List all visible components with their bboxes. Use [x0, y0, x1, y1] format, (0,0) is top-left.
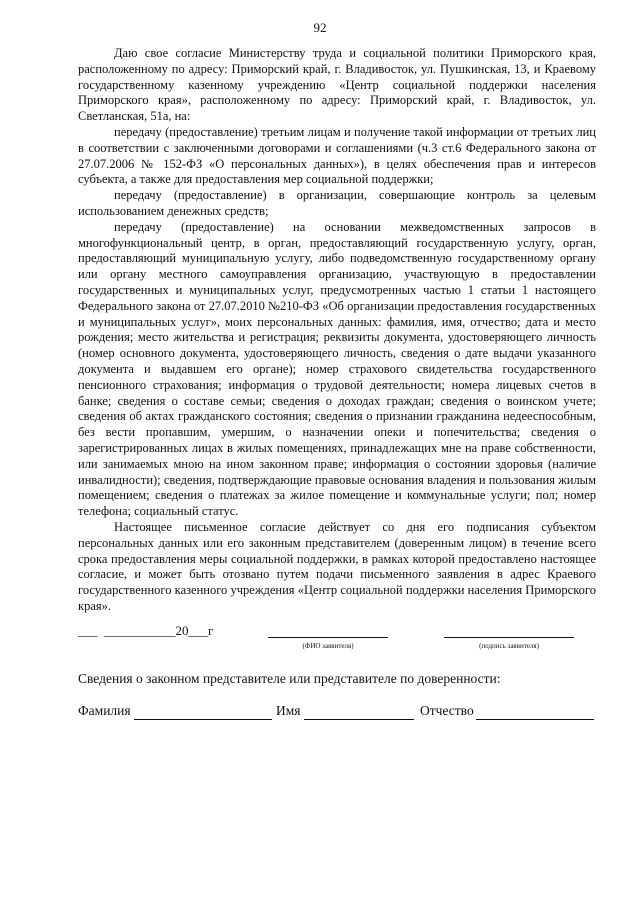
date-field[interactable]: ___ ___________20___г [78, 623, 214, 638]
signature-caption: (подпись заявителя) [479, 642, 539, 650]
consent-paragraph: передачу (предоставление) на основании межведомственных запросов в многофункциональный центр, в орган, предоставляющий государственную услугу, орган, предоставляющий муниципальную услугу, либо подведомственную государственному органу или органу местного самоуправления организацию, участвующую в предоставлении государственных и муниципальных услуг, предусмотренных частью 1 статьи 1 настоящего Федерального закона от 27.07.2010 №210-ФЗ «Об организации предоставления государственных и муниципальных услуг», моих персональных данных: фамилия, имя, отчество; дата и место рождения; место жительства и регистрация; реквизиты документа, удостоверяющего личность (номер основного документа, удостоверяющего личность, сведения о дате выдачи указанного документа и выдавшем его органе); номер страхового свидетельства государственного пенсионного страхования; информация о трудовой деятельности; номера лицевых счетов в банке; сведения о составе семьи; сведения о доходах граждан; сведения о воинском учете; сведения об актах гражданского состояния; сведения о признании гражданина недееспособным, без вести пропавшим, умершим, о назначении опеки и попечительства; сведения о зарегистрированных лицах в жилых помещениях, принадлежащих мне на праве собственности, или занимаемых мною на ином законном праве; информация о состоянии здоровья (наличие инвалидности); сведения, подтверждающие правовые основания владения и пользования жилым помещением; сведения о платежах за жилое помещение и коммунальные услуги; пол; номер телефона; социальный статус. [78, 219, 596, 519]
page-number: 92 [313, 20, 327, 35]
name-label: Имя [276, 703, 301, 718]
signature-line[interactable] [444, 636, 574, 638]
fio-line[interactable] [268, 636, 388, 638]
signature-row [78, 623, 596, 653]
fio-caption: (ФИО заявителя) [302, 642, 354, 650]
consent-paragraph: Настоящее письменное согласие действует со дня его подписания субъектом персональных данных или его законным представителем (доверенным лицом) в течение всего срока предоставления меры социальной поддержки, в рамках которой предоставлено настоящее согласие, и может быть отозвано путем подачи письменного заявления в адрес Краевого государственного казенного учреждения «Центр социальной поддержки населения Приморского края». [78, 519, 596, 613]
consent-text [78, 46, 596, 615]
patronymic-label: Отчество [420, 703, 474, 718]
consent-paragraph: Даю свое согласие Министерству труда и социальной политики Приморского края, расположенному по адресу: Приморский край, г. Владивосток, ул. Пушкинская, 13, и Краевому государственному казенному учреждению «Центр социальной поддержки населения Приморского края», расположенному по адресу: Приморский край, г. Владивосток, ул. Светланская, 51а, на: [78, 46, 596, 124]
representative-heading: Сведения о законном представителе или представителе по доверенности: [78, 671, 501, 686]
surname-label: Фамилия [78, 703, 131, 718]
name-field[interactable] [304, 718, 414, 720]
representative-name-row [78, 703, 596, 723]
consent-paragraph: передачу (предоставление) в организации, совершающие контроль за целевым использованием денежных средств; [78, 188, 596, 218]
patronymic-field[interactable] [476, 718, 594, 720]
surname-field[interactable] [134, 718, 272, 720]
consent-paragraph: передачу (предоставление) третьим лицам и получение такой информации от третьих лиц в соответствии с заключенными договорами и соглашениями (ч.3 ст.6 Федерального закона от 27.07.2006 № 152-ФЗ «О персональных данных»), в целях обеспечения прав и интересов субъекта, а также для предоставления мер социальной поддержки; [78, 124, 596, 187]
